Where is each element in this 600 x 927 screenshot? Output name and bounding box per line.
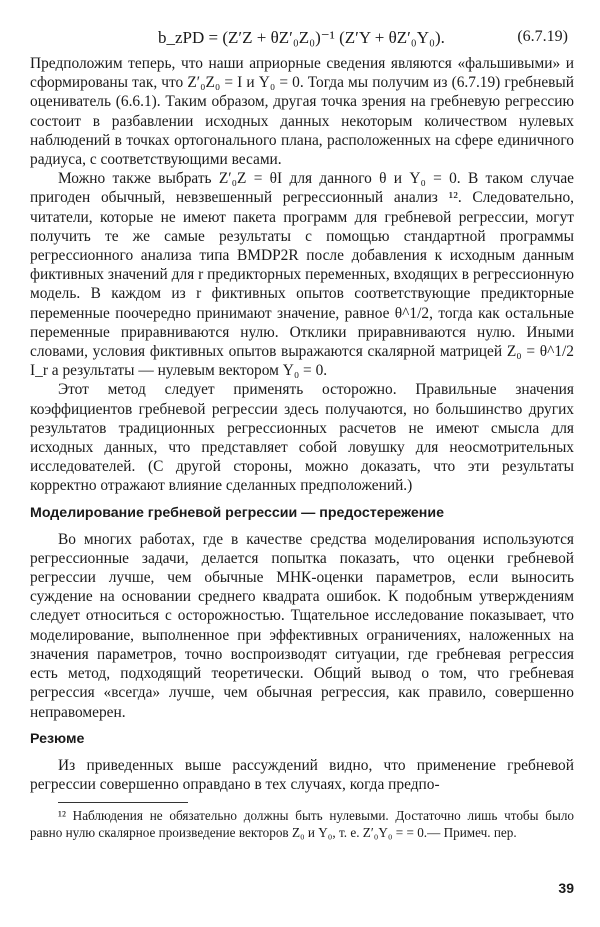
equation: b_zPD = (Z′Z + θZ′₀Z₀)⁻¹ (Z′Y + θZ′₀Y₀). <box>158 28 445 47</box>
equation-number: (6.7.19) <box>517 28 568 45</box>
paragraph-ridge-prior: Предположим теперь, что наши априорные сведения являются «фальшивыми» и сформированы так, что Z′₀Z₀ = I и Y₀ = 0. Тогда мы получим из (6.7.19) гребневый оцениватель (6.6.1). Таким образом, другая точка зрения на гребневую регрессию состоит в разбавлении исходных данных некоторым количеством нулевых наблюдений в точках ортогонального плана, расположенных на сфере единичного радиуса, с соответствующими весами. <box>30 55 574 169</box>
paragraph-fictitious-data: Можно также выбрать Z′₀Z = θI для данного θ и Y₀ = 0. В таком случае пригоден обычный, невзвешенный регрессионный анализ ¹². Следовательно, читатели, которые не имеют пакета программ для гребневой регрессии, могут получить те же самые результаты с помощью стандартной программы регрессионного анализа типа BMDP2R после добавления к исходным данным фиктивных значений для r предикторных переменных, входящих в регрессионную модель. В каждом из r фиктивных опытов соответствующие предикторные переменные поочередно принимают значение, равное θ^1/2, тогда как остальные переменные приравниваются нулю. Отклики приравниваются нулю. Иными словами, условия фиктивных опытов выражаются скалярной матрицей Z₀ = θ^1/2 I_r а результаты — нулевым вектором Y₀ = 0. <box>30 170 574 380</box>
equation-block <box>30 28 574 54</box>
paragraph-caution: Этот метод следует применять осторожно. Правильные значения коэффициентов гребневой регрессии здесь получаются, но большинство других результатов традиционных регрессионных расчетов не имеют смысла для исходных данных, что представляет собой ловушку для неосмотрительных исследователей. (С другой стороны, можно доказать, что эти результаты корректно отражают влияние сделанных предположений.) <box>30 381 574 495</box>
footnote: ¹² Наблюдения не обязательно должны быть нулевыми. Достаточно лишь чтобы было равно нулю скалярное произведение векторов Z₀ и Y₀, т. е. Z′₀Y₀ = = 0.— Примеч. пер. <box>30 808 574 841</box>
page-number: 39 <box>558 880 574 896</box>
paragraph-summary: Из приведенных выше рассуждений видно, что применение гребневой регрессии совершенно оправдано в тех случаях, когда предпо- <box>30 756 574 793</box>
footnote-divider <box>58 802 188 803</box>
section-heading-summary: Резюме <box>30 730 85 747</box>
section-heading-simulation: Моделирование гребневой регрессии — предостережение <box>30 504 444 521</box>
paragraph-simulation: Во многих работах, где в качестве средства моделирования используются регрессионные задачи, делается попытка показать, что оценки гребневой регрессии лучше, чем обычные МНК-оценки параметров, если выносить суждение на основании среднего квадрата ошибок. К подобным утверждениям следует относиться с осторожностью. Тщательное исследование показывает, что моделирование, выполненное при эффективных ограничениях, наложенных на значения параметров, точно воспроизводят ситуации, где гребневая регрессия есть метод, подходящий теоретически. Общий вывод о том, что гребневая регрессия «всегда» лучше, чем обычная регрессия, как правило, совершенно неправомерен. <box>30 530 574 721</box>
